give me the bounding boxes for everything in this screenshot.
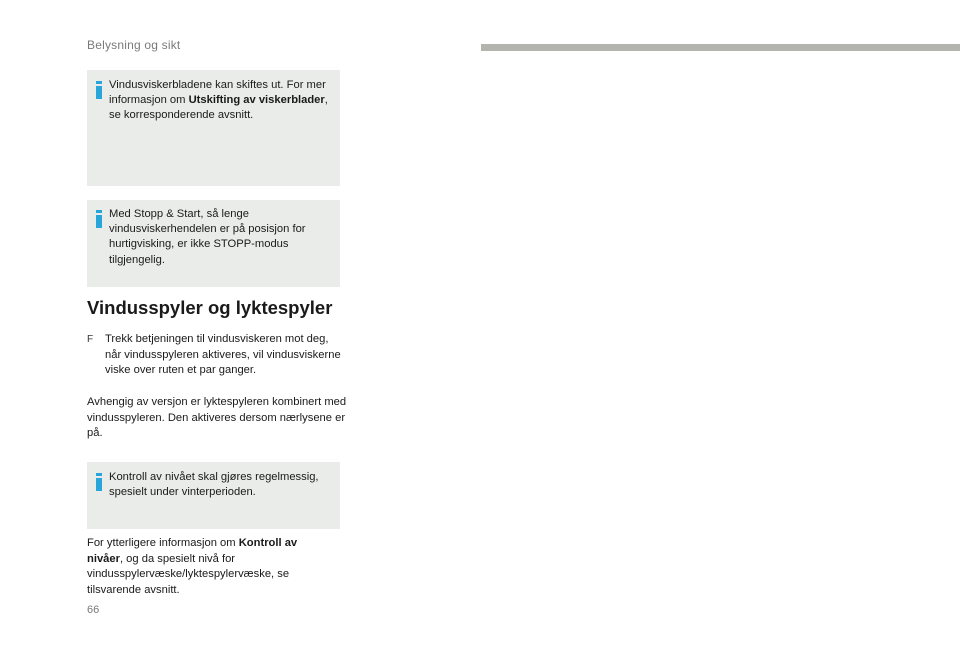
info-note-level-check [87, 462, 340, 529]
section-title: Vindusspyler og lyktespyler [87, 297, 333, 318]
instruction-bullet [87, 332, 345, 379]
info-note-text: Kontroll av nivået skal gjøres regelmessig, spesielt under vinterperioden. [109, 471, 319, 499]
bullet-marker: F [87, 334, 94, 345]
info-note-wiper-blades [87, 70, 340, 186]
info-icon [96, 210, 102, 228]
page-number: 66 [87, 604, 100, 616]
info-note-text: Med Stopp & Start, så lenge vindusviskerhendelen er på posisjon for hurtigvisking, er ikke STOPP-modus tilgjengelig. [109, 208, 306, 266]
header-rule [481, 44, 960, 51]
info-note-text: Vindusviskerbladene kan skiftes ut. For mer informasjon om Utskifting av viskerblader, se korresponderende avsnitt. [109, 79, 328, 122]
page-section-header: Belysning og sikt [87, 38, 181, 52]
info-icon [96, 81, 102, 99]
info-note-stop-start [87, 200, 340, 287]
level-check-paragraph: For ytterligere informasjon om Kontroll av nivåer, og da spesielt nivå for vindusspylervæske/lyktespylervæske, se tilsvarende avsnitt. [87, 537, 298, 596]
bullet-text: Trekk betjeningen til vindusviskeren mot deg, når vindusspyleren aktiveres, vil vindusviskerne viske over ruten et par ganger. [105, 333, 341, 376]
headlamp-washer-paragraph: Avhengig av versjon er lyktespyleren kombinert med vindusspyleren. Den aktiveres dersom nærlysene er på. [87, 396, 347, 439]
info-icon [96, 473, 102, 491]
